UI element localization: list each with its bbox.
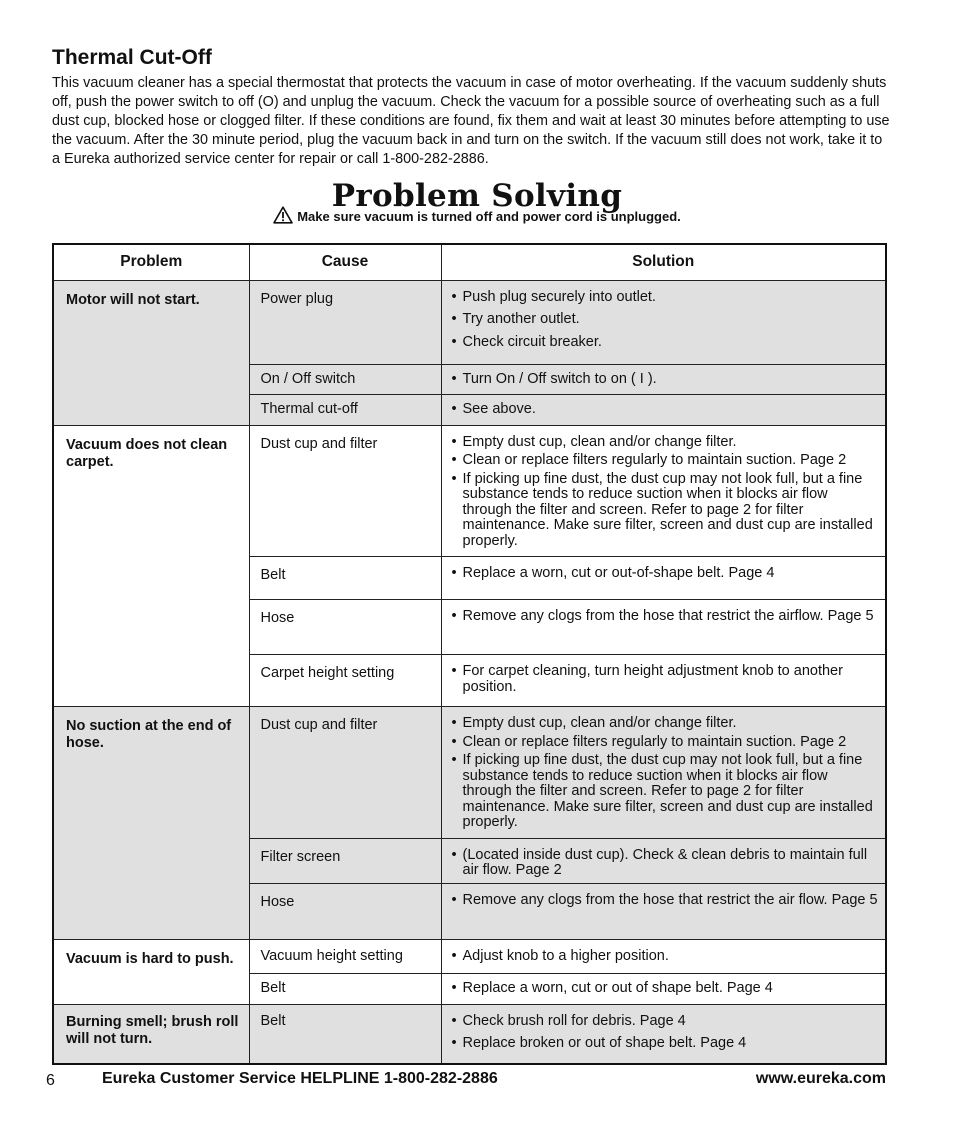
solution-cell [441, 707, 886, 839]
cause-cell: On / Off switch [249, 364, 441, 394]
cause-cell: Hose [249, 600, 441, 655]
solution-cell [441, 425, 886, 557]
cause-cell: Belt [249, 557, 441, 600]
solution-item: • Replace a worn, cut or out of shape belt. Page 4 [452, 981, 880, 997]
helpline-text: Eureka Customer Service HELPLINE 1-800-282-2886 [102, 1070, 498, 1087]
cause-cell: Hose [249, 883, 441, 939]
cause-cell: Vacuum height setting [249, 939, 441, 973]
solution-item: • Remove any clogs from the hose that restrict the airflow. Page 5 [452, 609, 880, 625]
table-row [53, 1004, 886, 1064]
solution-cell [441, 280, 886, 364]
table-header-row [53, 244, 886, 280]
cause-cell: Dust cup and filter [249, 707, 441, 839]
warning-text: Make sure vacuum is turned off and power cord is unplugged. [297, 209, 681, 224]
problem-cell: Vacuum does not clean carpet. [53, 425, 249, 707]
warning-line [0, 206, 954, 224]
cause-cell: Carpet height setting [249, 655, 441, 707]
page-footer [46, 1070, 886, 1092]
solution-cell [441, 973, 886, 1004]
thermal-cutoff-body: This vacuum cleaner has a special thermostat that protects the vacuum in case of motor overheating. If the vacuum suddenly shuts off, push the power switch to off (O) and unplug the vacuum. Check the vacuum for a possible source of overheating such as a full dust cup, blocked hose or clogged filter. If these conditions are found, fix them and wait at least 30 minutes before attempting to use the vacuum. After the 30 minute period, plug the vacuum back in and turn on the switch. If the vacuum still does not work, take it to a Eureka authorized service center for repair or call 1-800-282-2886. [52, 75, 890, 167]
solution-item: • See above. [452, 402, 880, 418]
solution-item: • Clean or replace filters regularly to maintain suction. Page 2 [452, 735, 880, 751]
solution-cell [441, 838, 886, 883]
cause-cell: Dust cup and filter [249, 425, 441, 557]
solution-item: • Try another outlet. [452, 312, 880, 328]
solution-cell [441, 600, 886, 655]
solution-item: • Check brush roll for debris. Page 4 [452, 1014, 880, 1030]
solution-item: • Check circuit breaker. [452, 335, 880, 351]
header-solution: Solution [441, 244, 886, 280]
warning-triangle-icon [273, 206, 293, 224]
thermal-cutoff-section [52, 46, 892, 169]
solution-item: • Turn On / Off switch to on ( I ). [452, 372, 880, 388]
solution-cell [441, 557, 886, 600]
solution-item: • Replace broken or out of shape belt. Page 4 [452, 1036, 880, 1052]
cause-cell: Belt [249, 1004, 441, 1064]
cause-cell: Belt [249, 973, 441, 1004]
solution-item: • Clean or replace filters regularly to maintain suction. Page 2 [452, 453, 880, 469]
solution-item: • Push plug securely into outlet. [452, 290, 880, 306]
solution-cell [441, 364, 886, 394]
website-link[interactable]: www.eureka.com [755, 1070, 886, 1087]
solution-cell [441, 394, 886, 425]
header-cause: Cause [249, 244, 441, 280]
table-row [53, 707, 886, 839]
solution-item: • For carpet cleaning, turn height adjustment knob to another position. [452, 664, 880, 695]
page-title: Problem Solving [331, 178, 623, 214]
solution-item: • Empty dust cup, clean and/or change filter. [452, 716, 880, 732]
cause-cell: Power plug [249, 280, 441, 364]
solution-item: • Remove any clogs from the hose that restrict the air flow. Page 5 [452, 893, 880, 909]
solution-item: • Replace a worn, cut or out-of-shape belt. Page 4 [452, 566, 880, 582]
problem-cell: Vacuum is hard to push. [53, 939, 249, 1004]
header-problem: Problem [53, 244, 249, 280]
thermal-cutoff-heading: Thermal Cut-Off [52, 46, 212, 69]
problem-solving-table [52, 243, 887, 1065]
solution-item: • (Located inside dust cup). Check & clean debris to maintain full air flow. Page 2 [452, 848, 880, 879]
problem-cell: No suction at the end of hose. [53, 707, 249, 940]
solution-cell [441, 655, 886, 707]
solution-cell [441, 939, 886, 973]
solution-cell [441, 883, 886, 939]
solution-cell [441, 1004, 886, 1064]
page-number: 6 [46, 1072, 55, 1089]
table-row [53, 280, 886, 364]
solution-item: • Adjust knob to a higher position. [452, 949, 880, 965]
problem-cell: Motor will not start. [53, 280, 249, 425]
cause-cell: Thermal cut-off [249, 394, 441, 425]
cause-cell: Filter screen [249, 838, 441, 883]
solution-item: • If picking up fine dust, the dust cup may not look full, but a fine substance tends to reduce suction when it blocks air flow through the filter and screen. Refer to page 2 for filter maintenance. Make sure filter, screen and dust cup are installed properly. [452, 472, 880, 550]
table-row [53, 425, 886, 557]
problem-cell: Burning smell; brush roll will not turn. [53, 1004, 249, 1064]
solution-item: • Empty dust cup, clean and/or change filter. [452, 435, 880, 451]
solution-item: • If picking up fine dust, the dust cup may not look full, but a fine substance tends to reduce suction when it blocks air flow through the filter and screen. Refer to page 2 for filter maintenance. Make sure filter, screen and dust cup are installed properly. [452, 753, 880, 831]
table-row [53, 939, 886, 973]
